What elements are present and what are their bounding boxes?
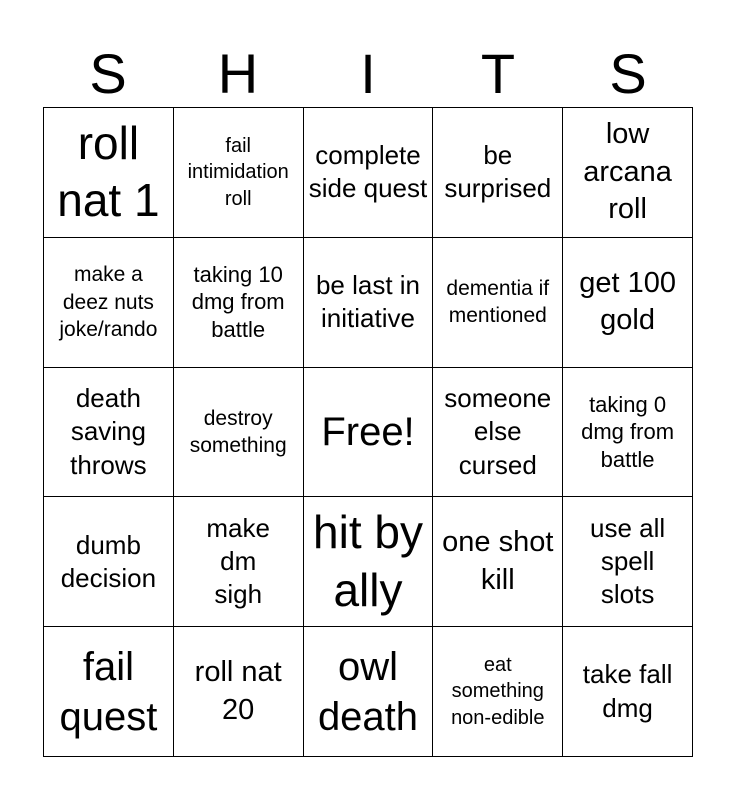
bingo-cell-r1c4[interactable] bbox=[433, 108, 563, 238]
bingo-header bbox=[43, 40, 693, 108]
cell-text: dementia if mentioned bbox=[446, 276, 550, 328]
bingo-cell-r5c4[interactable] bbox=[433, 627, 563, 757]
cell-text: roll nat 20 bbox=[194, 655, 282, 726]
bingo-cell-r4c1[interactable] bbox=[44, 497, 174, 627]
bingo-cell-r5c2[interactable] bbox=[174, 627, 304, 757]
cell-text: be last in initiative bbox=[315, 269, 421, 334]
bingo-cell-r2c3[interactable] bbox=[304, 238, 434, 368]
cell-text: dumb decision bbox=[60, 529, 157, 593]
bingo-cell-r1c1[interactable] bbox=[44, 108, 174, 238]
cell-text: death saving throws bbox=[70, 383, 147, 480]
header-letter-s2: S bbox=[609, 42, 647, 105]
cell-text: someone else cursed bbox=[444, 383, 552, 480]
header-letter-i: I bbox=[360, 42, 376, 105]
cell-text: take fall dmg bbox=[582, 659, 673, 723]
cell-text: roll nat 1 bbox=[57, 116, 160, 227]
bingo-cell-r2c4[interactable] bbox=[433, 238, 563, 368]
cell-text: get 100 gold bbox=[579, 266, 676, 337]
cell-text: complete side quest bbox=[308, 140, 428, 204]
bingo-cell-r1c3[interactable] bbox=[304, 108, 434, 238]
bingo-cell-r2c2[interactable] bbox=[174, 238, 304, 368]
bingo-cell-r3c1[interactable] bbox=[44, 368, 174, 498]
bingo-cell-r5c3[interactable] bbox=[304, 627, 434, 757]
bingo-cell-r3c4[interactable] bbox=[433, 368, 563, 498]
bingo-cell-r1c5[interactable] bbox=[563, 108, 693, 238]
header-letter-s1: S bbox=[89, 42, 127, 105]
bingo-cell-r4c4[interactable] bbox=[433, 497, 563, 627]
cell-text: fail intimidation roll bbox=[187, 134, 289, 210]
bingo-cell-r1c2[interactable] bbox=[174, 108, 304, 238]
bingo-cell-r4c2[interactable] bbox=[174, 497, 304, 627]
bingo-cell-r2c5[interactable] bbox=[563, 238, 693, 368]
cell-text: hit by ally bbox=[313, 506, 423, 616]
cell-text: taking 10 dmg from battle bbox=[191, 261, 285, 342]
cell-text: use all spell slots bbox=[590, 512, 666, 610]
bingo-cell-r5c1[interactable] bbox=[44, 627, 174, 757]
bingo-cell-r2c1[interactable] bbox=[44, 238, 174, 368]
bingo-cell-r3c5[interactable] bbox=[563, 368, 693, 498]
cell-text: taking 0 dmg from battle bbox=[581, 391, 675, 472]
cell-text: destroy something bbox=[189, 406, 287, 457]
header-letter-h: H bbox=[217, 42, 259, 105]
cell-text: make dm sigh bbox=[206, 512, 270, 610]
cell-text: owl death bbox=[317, 644, 419, 739]
cell-text: be surprised bbox=[444, 140, 552, 204]
bingo-cell-r4c5[interactable] bbox=[563, 497, 693, 627]
cell-text: make a deez nuts joke/rando bbox=[59, 263, 158, 341]
bingo-board bbox=[43, 107, 693, 757]
cell-text: one shot kill bbox=[442, 526, 554, 596]
bingo-cell-r3c2[interactable] bbox=[174, 368, 304, 498]
bingo-cell-free[interactable] bbox=[304, 368, 434, 498]
header-letter-t: T bbox=[480, 42, 516, 105]
cell-text: low arcana roll bbox=[583, 117, 672, 226]
bingo-cell-r4c3[interactable] bbox=[304, 497, 434, 627]
cell-text: eat something non-edible bbox=[451, 654, 545, 729]
bingo-cell-r5c5[interactable] bbox=[563, 627, 693, 757]
cell-text: Free! bbox=[321, 409, 415, 454]
cell-text: fail quest bbox=[59, 644, 158, 739]
